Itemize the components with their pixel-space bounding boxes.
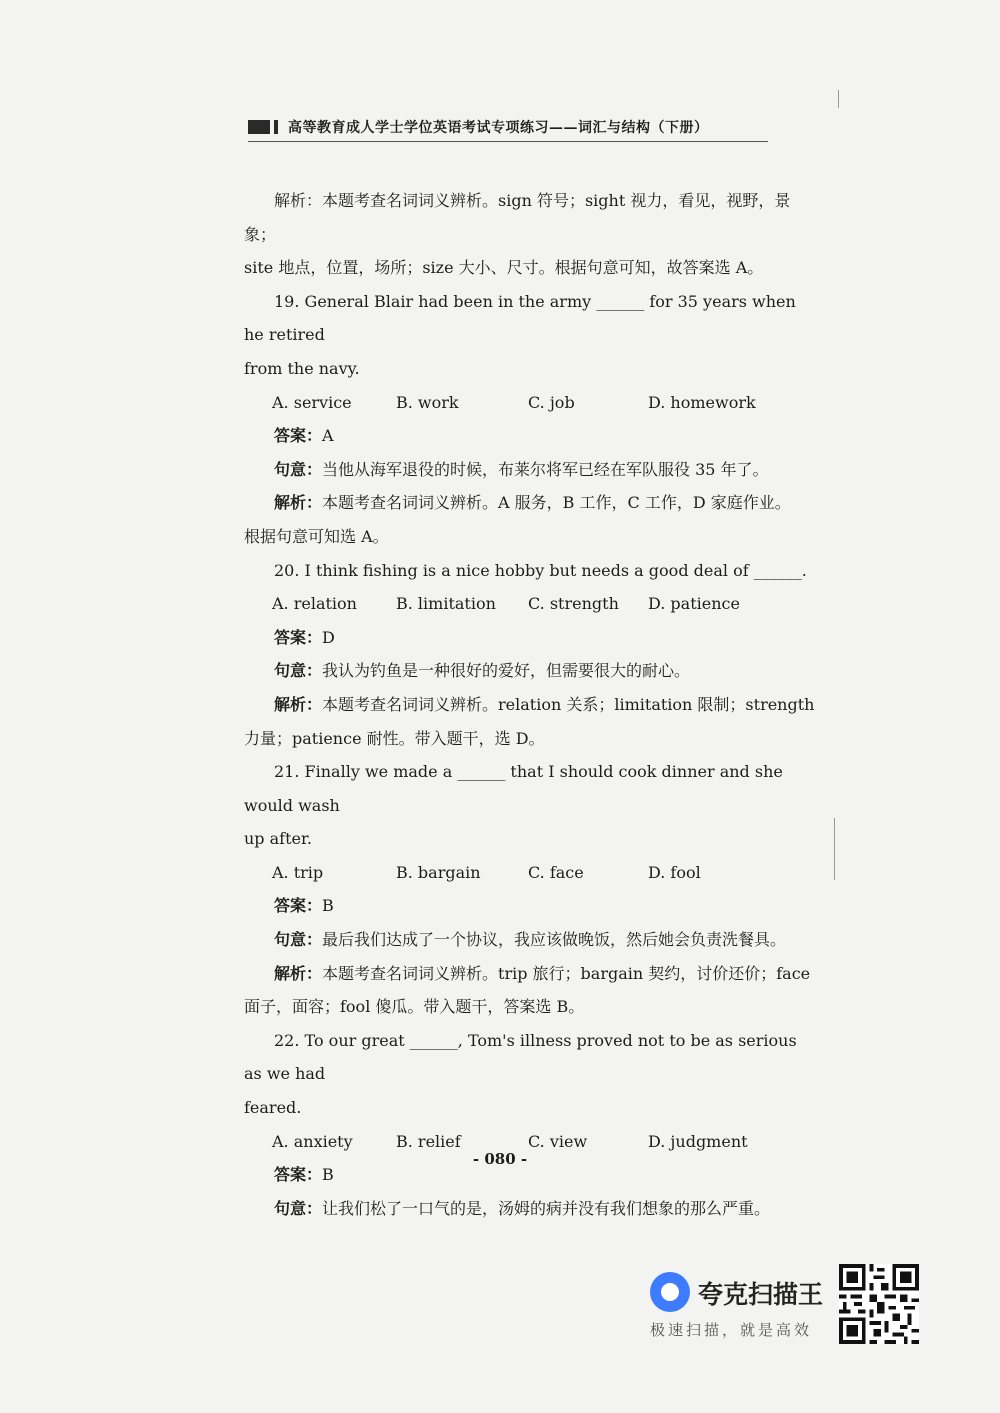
line-text: 当他从海军退役的时候，布莱尔将军已经在军队服役 35 年了。: [322, 459, 769, 479]
text-line: [244, 990, 819, 1024]
header-marker-icon: [248, 120, 274, 134]
qr-code-icon: [838, 1264, 920, 1344]
scanner-logo-icon: [650, 1272, 690, 1312]
text-line: [244, 1091, 819, 1125]
text-line: [244, 722, 819, 756]
line-text: 我认为钓鱼是一种很好的爱好，但需要很大的耐心。: [322, 661, 691, 681]
text-line: [244, 923, 819, 957]
text-line: [244, 453, 819, 487]
answer-option: B. bargain: [396, 862, 481, 882]
answer-option: D. judgment: [648, 1131, 748, 1151]
answer-options: [244, 386, 819, 420]
line-label: 句意：: [274, 661, 323, 681]
line-text: 20. I think fishing is a nice hobby but needs a good deal of ______.: [274, 560, 807, 580]
exercise-body: [244, 184, 819, 1225]
line-text: feared.: [244, 1098, 302, 1118]
line-text: 19. General Blair had been in the army ______ for 35 years when he retired: [244, 291, 796, 345]
answer-options: [244, 856, 819, 890]
text-line: [244, 285, 819, 352]
page-header: [248, 116, 768, 138]
line-text: from the navy.: [244, 358, 360, 378]
answer-option: A. trip: [272, 862, 324, 882]
answer-option: A. relation: [272, 594, 357, 614]
text-line: [244, 621, 819, 655]
answer-option: B. limitation: [396, 594, 496, 614]
line-label: 答案：: [274, 896, 323, 916]
text-line: [244, 755, 819, 822]
line-text: 最后我们达成了一个协议，我应该做晚饭，然后她会负责洗餐具。: [322, 930, 787, 950]
text-line: [244, 1024, 819, 1091]
text-line: [244, 1192, 819, 1226]
text-line: [244, 486, 819, 520]
line-label: 句意：: [274, 459, 323, 479]
line-text: site 地点，位置，场所；size 大小、尺寸。根据句意可知，故答案选 A。: [244, 258, 764, 278]
text-line: [244, 419, 819, 453]
scan-edge-mark: [838, 90, 839, 108]
line-label: 答案：: [274, 426, 323, 446]
line-text: 根据句意可知选 A。: [244, 526, 389, 546]
line-label: 句意：: [274, 1198, 323, 1218]
answer-option: D. patience: [648, 594, 740, 614]
page-number: - 080 -: [472, 1150, 528, 1168]
line-text: 面子，面容；fool 傻瓜。带入题干，答案选 B。: [244, 997, 585, 1017]
answer-options: [244, 587, 819, 621]
watermark-title: 夸克扫描王: [698, 1280, 824, 1309]
line-text: 力量；patience 耐性。带入题干，选 D。: [244, 728, 545, 748]
text-line: [244, 957, 819, 991]
line-label: 解析：: [274, 694, 323, 714]
text-line: [244, 184, 819, 251]
line-label: 句意：: [274, 930, 323, 950]
line-text: 21. Finally we made a ______ that I should cook dinner and she would wash: [244, 762, 783, 815]
answer-option: C. strength: [528, 594, 619, 614]
text-line: [244, 352, 819, 386]
text-line: [244, 654, 819, 688]
line-text: 22. To our great ______, Tom's illness proved not to be as serious as we had: [244, 1030, 797, 1084]
text-line: [244, 251, 819, 285]
answer-option: C. face: [528, 862, 584, 882]
line-label: 解析：: [274, 963, 323, 983]
line-label: 解析：: [274, 493, 323, 513]
answer-option: D. fool: [648, 862, 701, 882]
answer-option: C. job: [528, 392, 575, 412]
line-text: 本题考查名词词义辨析。A 服务，B 工作，C 工作，D 家庭作业。: [322, 493, 791, 513]
answer-option: A. service: [272, 392, 352, 412]
line-text: 让我们松了一口气的是，汤姆的病并没有我们想象的那么严重。: [322, 1198, 771, 1218]
line-text: D: [322, 627, 335, 647]
watermark-subtitle: 极速扫描，就是高效: [650, 1321, 813, 1339]
header-title: 高等教育成人学士学位英语考试专项练习——词汇与结构（下册）: [288, 120, 709, 136]
text-line: [244, 520, 819, 554]
line-text: 本题考查名词词义辨析。trip 旅行；bargain 契约，讨价还价；face: [322, 963, 811, 983]
answer-option: A. anxiety: [272, 1131, 353, 1151]
answer-option: D. homework: [648, 392, 756, 412]
answer-option: C. view: [528, 1131, 588, 1151]
text-line: [244, 822, 819, 856]
answer-option: B. relief: [396, 1131, 461, 1151]
text-line: [244, 554, 819, 588]
line-text: B: [322, 1165, 334, 1185]
scan-edge-mark: [834, 818, 835, 880]
answer-option: B. work: [396, 392, 459, 412]
line-text: A: [322, 426, 334, 446]
line-text: up after.: [244, 829, 312, 849]
line-text: 本题考查名词词义辨析。relation 关系；limitation 限制；strength: [322, 694, 815, 714]
text-line: [244, 889, 819, 923]
text-line: [244, 688, 819, 722]
line-label: 答案：: [274, 1165, 323, 1185]
line-text: 解析：本题考查名词词义辨析。sign 符号；sight 视力，看见，视野，景象；: [244, 191, 791, 244]
line-text: B: [322, 896, 334, 916]
header-divider: [248, 141, 768, 142]
line-label: 答案：: [274, 627, 323, 647]
